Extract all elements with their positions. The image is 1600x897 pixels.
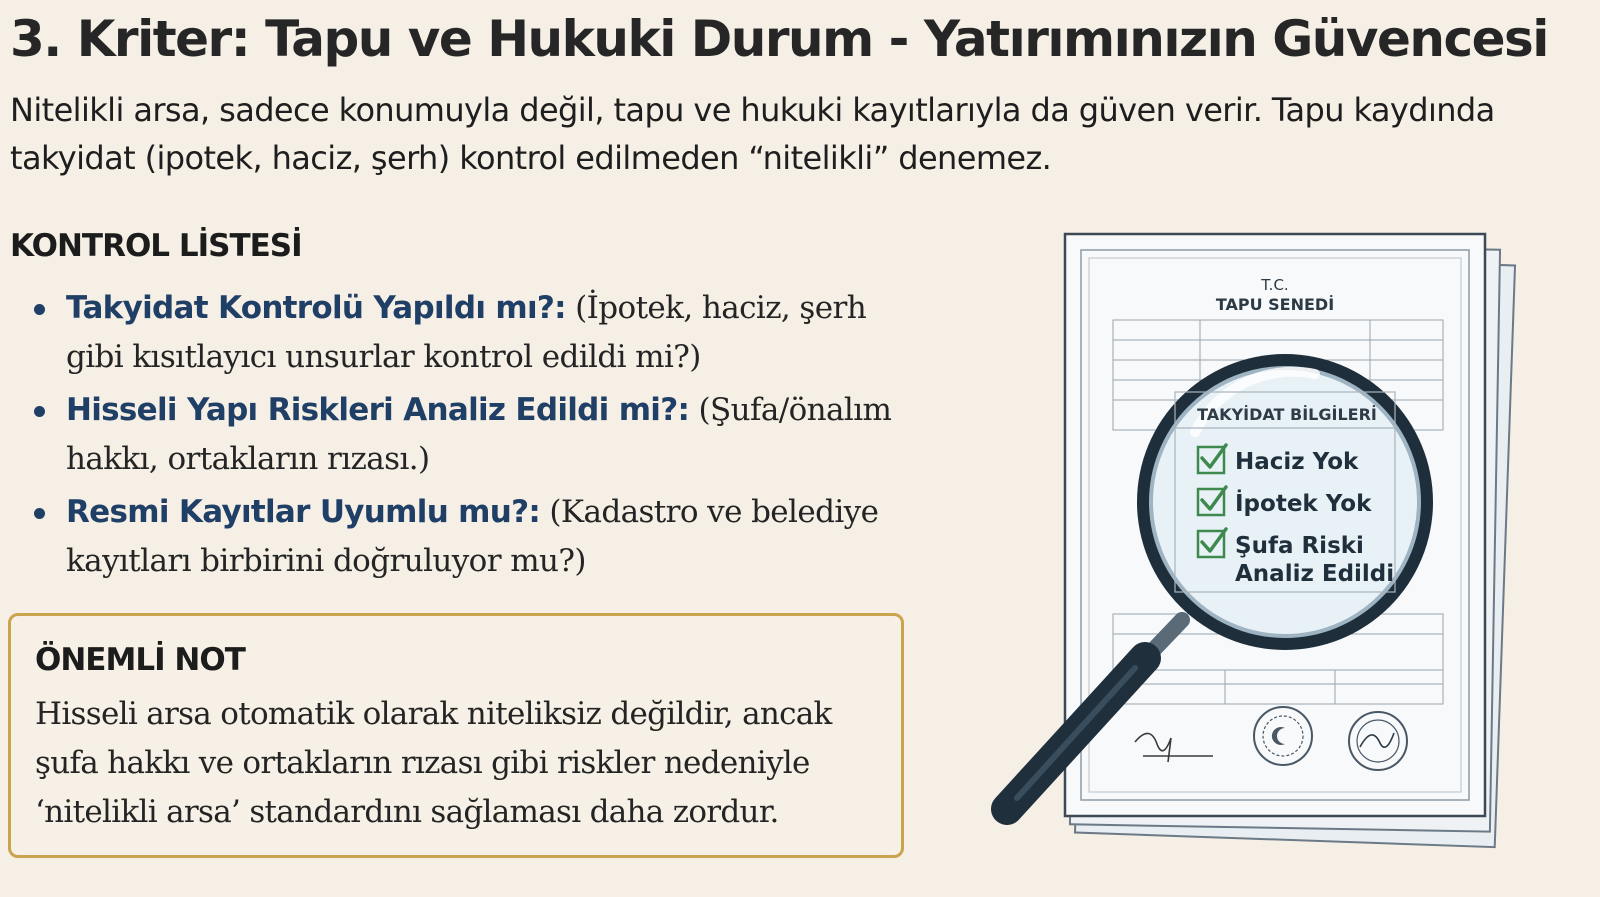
checklist-item-detail: (İpotek, haciz, şerh gibi kısıtlayıcı unsurlar kontrol edildi mi?)	[66, 290, 867, 375]
check-item-ipotek	[1198, 487, 1372, 517]
checklist-item-detail: (Şufa/önalım hakkı, ortakların rızası.)	[66, 392, 892, 477]
checklist-item-title: Resmi Kayıtlar Uyumlu mu?:	[66, 494, 541, 530]
check-label: Haciz Yok	[1235, 449, 1359, 475]
checklist-item-detail: (Kadastro ve belediye kayıtları birbirini doğruluyor mu?)	[66, 494, 879, 579]
checklist-item-takyidat	[30, 284, 900, 382]
deed-header-tc: T.C.	[1261, 276, 1289, 294]
checklist-item-hisseli	[30, 386, 900, 484]
deed-magnifier-illustration	[985, 232, 1540, 872]
check-label-continued: Analiz Edildi	[1235, 561, 1395, 587]
deed-header-title: TAPU SENEDİ	[1215, 295, 1335, 314]
checklist-item-resmi	[30, 488, 900, 586]
bullet-icon	[34, 304, 45, 315]
lens-heading: TAKYİDAT BİLGİLERİ	[1197, 405, 1377, 424]
bullet-icon	[34, 508, 45, 519]
intro-paragraph: Nitelikli arsa, sadece konumuyla değil, tapu ve hukuki kayıtlarıyla da güven verir. Tapu kaydında takyidat (ipotek, haciz, şerh) kontrol edilmeden “nitelikli” denemez.	[10, 91, 1495, 177]
bullet-icon	[34, 406, 45, 417]
important-note-box	[8, 613, 904, 858]
checklist	[30, 284, 900, 590]
page-title: 3. Kriter: Tapu ve Hukuki Durum - Yatırımınızın Güvencesi	[10, 10, 1548, 68]
check-label: İpotek Yok	[1235, 491, 1372, 517]
note-title: ÖNEMLİ NOT	[35, 642, 245, 678]
check-label: Şufa Riski	[1235, 533, 1364, 559]
checklist-item-title: Hisseli Yapı Riskleri Analiz Edildi mi?:	[66, 392, 690, 428]
note-text: Hisseli arsa otomatik olarak niteliksiz değildir, ancak şufa hakkı ve ortakların rızası gibi riskler nedeniyle ‘nitelikli arsa’ standardını sağlaması daha zordur.	[35, 696, 832, 830]
checklist-item-title: Takyidat Kontrolü Yapıldı mı?:	[66, 290, 566, 326]
checklist-heading: KONTROL LİSTESİ	[10, 228, 302, 264]
